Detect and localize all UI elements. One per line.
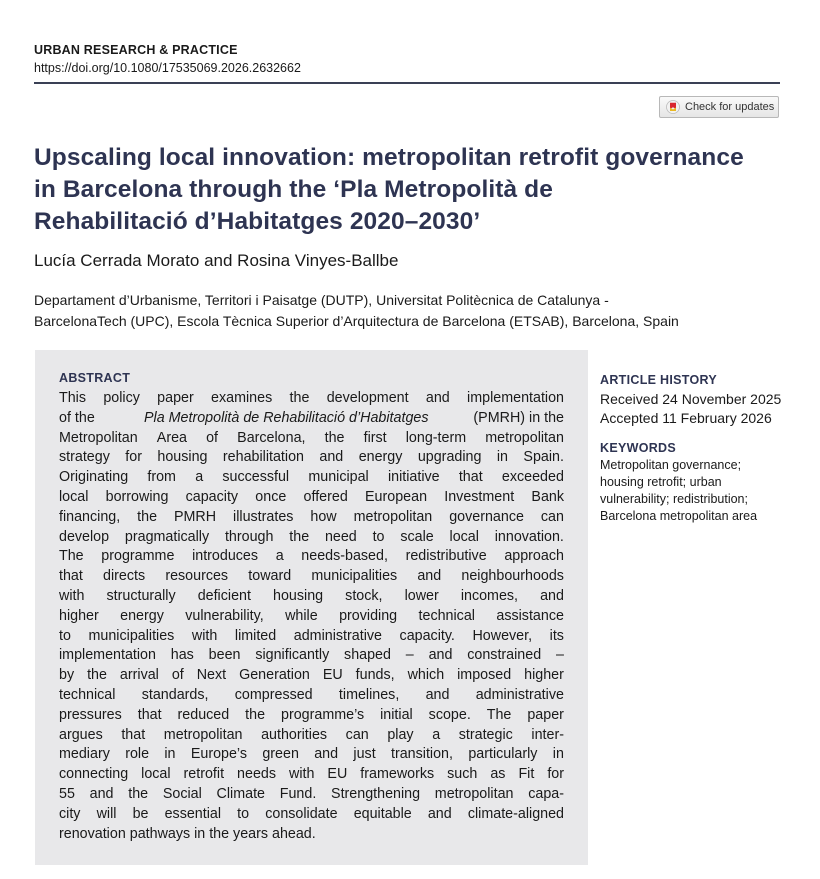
plan-name-italic: Pla Metropolità de Rehabilitació d’Habitatges [143,409,429,426]
abstract-line: This policy paper examines the development and implementation [59,390,564,406]
keyword-line: housing retrofit; urban [600,475,722,489]
abstract-line: connecting local retrofit needs with EU frameworks such as Fit for [59,766,564,783]
abstract-line: city will be essential to consolidate equitable and climate-aligned [59,805,564,822]
abstract-heading: ABSTRACT [59,371,131,385]
check-for-updates-label: Check for updates [685,101,775,113]
authors: Lucía Cerrada Morato and Rosina Vinyes-Ballbe [34,251,399,270]
abstract-line: pressures that reduced the programme’s initial scope. The paper [59,706,564,723]
accepted-date: Accepted 11 February 2026 [600,410,772,426]
affiliation-line: BarcelonaTech (UPC), Escola Tècnica Superior d’Arquitectura de Barcelona (ETSAB), Barcelona, Spain [34,313,679,329]
journal-name: URBAN RESEARCH & PRACTICE [34,43,238,57]
abstract-line: technical standards, compressed timelines, and administrative [59,686,564,703]
article-history [600,371,800,428]
crossmark-icon [666,100,680,114]
article-title [34,142,794,238]
abstract-line: Originating from a successful municipal initiative that exceeded [59,469,564,486]
abstract-line: argues that metropolitan authorities can play a strategic inter- [59,726,564,743]
abstract-line: implementation has been significantly shaped – and constrained – [59,647,564,664]
keyword-line: Barcelona metropolitan area [600,509,758,523]
abstract-line: to municipalities with limited administrative capacity. However, its [59,627,564,644]
abstract-line: local borrowing capacity once offered European Investment Bank [59,488,564,505]
title-line: Rehabilitació d’Habitatges 2020–2030’ [34,208,481,235]
abstract-line: mediary role in Europe’s green and just transition, particularly in [59,746,564,763]
keywords [600,439,800,525]
keywords-heading: KEYWORDS [600,441,677,455]
abstract-line: financing, the PMRH illustrates how metropolitan governance can [59,508,564,525]
abstract-line: higher energy vulnerability, while providing technical assistance [59,607,564,624]
doi-link[interactable]: https://doi.org/10.1080/17535069.2026.2632662 [34,61,301,75]
affiliation-line: Departament d’Urbanisme, Territori i Paisatge (DUTP), Universitat Politècnica de Catalunya - [34,292,609,308]
abstract-line: that directs resources toward municipalities and neighbourhoods [59,568,564,585]
received-date: Received 24 November 2025 [600,391,782,407]
abstract-line: renovation pathways in the years ahead. [59,825,316,842]
journal-header [34,41,301,77]
title-line: Upscaling local innovation: metropolitan retrofit governance [34,144,744,171]
abstract-line: The programme introduces a needs-based, redistributive approach [59,548,564,565]
keyword-line: vulnerability; redistribution; [600,492,748,506]
abstract-line: of the Pla Metropolità de Rehabilitació d’Habitatges (PMRH) in the [59,409,564,429]
abstract-line: 55 and the Social Climate Fund. Strengthening metropolitan capa- [59,785,564,802]
abstract-line: Metropolitan Area of Barcelona, the first long-term metropolitan [59,429,564,446]
keyword-line: Metropolitan governance; [600,458,742,472]
abstract-line: develop pragmatically through the need to scale local innovation. [59,528,564,545]
abstract-body [59,389,564,844]
abstract-line: strategy for housing rehabilitation and energy upgrading in Spain. [59,449,564,466]
header-rule [34,82,780,84]
article-history-heading: ARTICLE HISTORY [600,373,718,387]
title-line: in Barcelona through the ‘Pla Metropolità de [34,176,553,203]
check-for-updates-button[interactable] [659,96,779,118]
abstract-line: with structurally deficient housing stock, lower incomes, and [59,587,564,604]
abstract-line: by the arrival of Next Generation EU funds, which imposed higher [59,667,564,684]
affiliation [34,290,794,332]
